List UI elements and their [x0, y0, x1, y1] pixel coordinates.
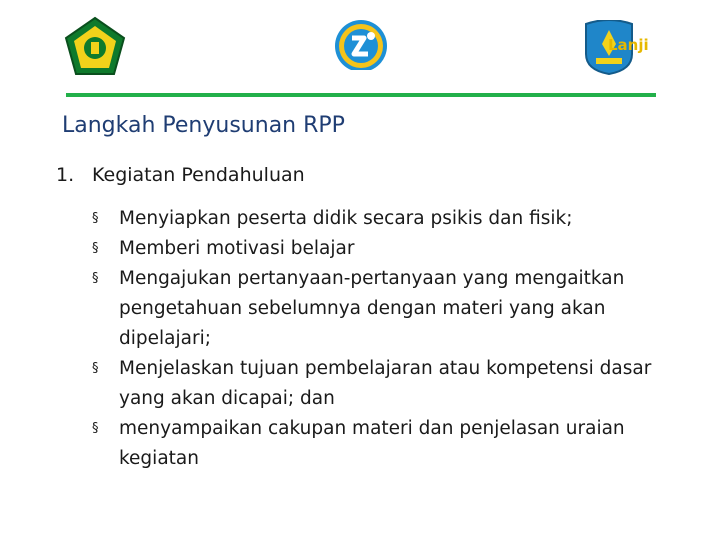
list-item: [92, 234, 692, 264]
center-emblem-logo: [330, 18, 392, 80]
list-item-text: Memberi motivasi belajar: [119, 238, 355, 259]
bullet-icon: §: [92, 271, 99, 286]
list-item-text: Menjelaskan tujuan pembelajaran atau kompetensi dasar yang akan dicapai; dan: [119, 358, 652, 409]
list-item: [92, 204, 692, 234]
list-item: [92, 354, 692, 414]
section-heading: [56, 164, 305, 186]
list-item: [92, 414, 692, 474]
list-item-text: menyampaikan cakupan materi dan penjelasan uraian kegiatan: [119, 418, 625, 469]
title-divider: [66, 93, 656, 97]
bullet-icon: §: [92, 421, 99, 436]
list-item-text: Menyiapkan peserta didik secara psikis dan fisik;: [119, 208, 573, 229]
section-title: Kegiatan Pendahuluan: [92, 164, 305, 186]
kemenag-logo: [64, 16, 126, 78]
bullet-list: [92, 204, 692, 474]
bullet-icon: §: [92, 241, 99, 256]
list-item-text: Mengajukan pertanyaan-pertanyaan yang mengaitkan pengetahuan sebelumnya dengan materi yang akan dipelajari;: [119, 268, 625, 349]
section-number: 1.: [56, 164, 75, 186]
list-item: [92, 264, 692, 354]
bullet-icon: §: [92, 361, 99, 376]
page-title: Langkah Penyusunan RPP: [62, 113, 345, 138]
right-logo-text: Lanji: [608, 36, 649, 54]
bullet-icon: §: [92, 211, 99, 226]
